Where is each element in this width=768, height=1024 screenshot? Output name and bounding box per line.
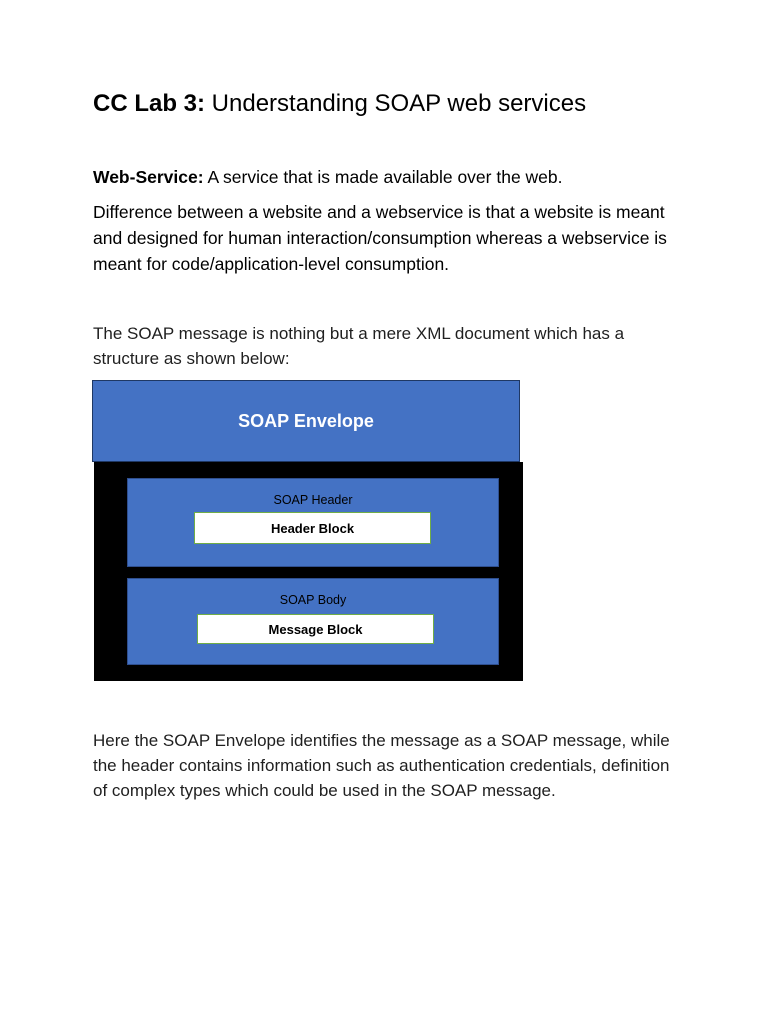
soap-intro-paragraph: The SOAP message is nothing but a mere XML document which has a structure as shown below: [93,324,625,368]
soap-envelope-frame [94,462,523,681]
soap-envelope-box [92,380,520,462]
soap-header-section [127,478,499,567]
difference-paragraph: Difference between a website and a webservice is that a website is meant and designed for human interaction/consumption whereas a webservice is meant for code/application-level consumption. [93,202,667,274]
web-service-definition [93,164,683,190]
soap-body-label: SOAP Body [279,593,347,607]
soap-body-section [127,578,499,665]
message-block [197,614,434,644]
explanation-paragraph: Here the SOAP Envelope identifies the message as a SOAP message, while the header contains information such as authentication credentials, definition of complex types which could be used in the SOAP message. [93,731,670,800]
soap-envelope-label: SOAP Envelope [238,410,374,431]
header-block-label: Header Block [270,520,355,536]
header-block [194,512,431,544]
page-title [93,88,586,120]
title-prefix: CC Lab 3: [93,90,206,117]
soap-header-label: SOAP Header [273,493,353,507]
soap-structure-diagram [92,380,524,682]
title-rest: Understanding SOAP web services [205,90,587,117]
definition-text: A service that is made available over the web. [203,167,563,187]
message-block-label: Message Block [268,621,363,637]
definition-term: Web-Service: [93,167,204,187]
